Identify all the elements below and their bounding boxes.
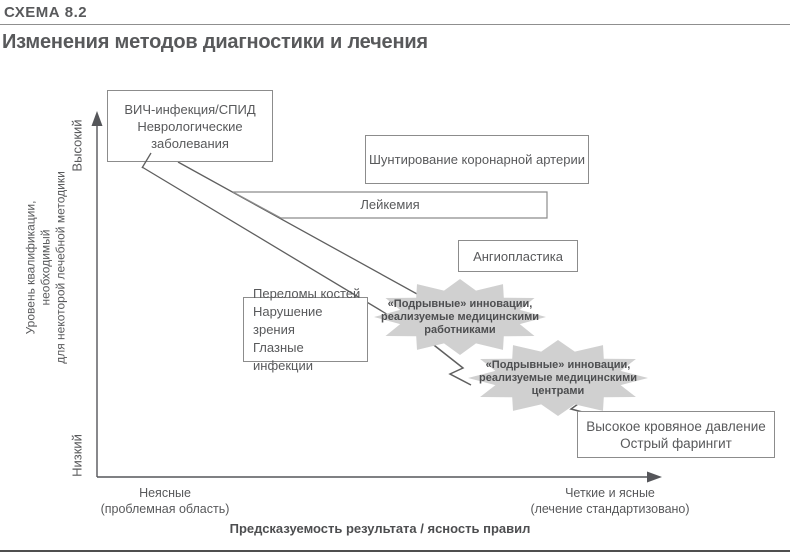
burst1-line3: работниками bbox=[424, 324, 496, 336]
x-axis-title: Предсказуемость результата / ясность правил bbox=[229, 521, 531, 536]
box-bp-line1: Высокое кровяное давление bbox=[586, 418, 766, 434]
box-leukemia-label: Лейкемия bbox=[360, 197, 420, 212]
burst1-line2: реализуемые медицинскими bbox=[380, 311, 539, 323]
burst1-line1: «Подрывные» инновации, bbox=[387, 298, 533, 310]
x-right-line2: (лечение стандартизовано) bbox=[530, 502, 690, 516]
y-axis-low-label: Низкий bbox=[69, 434, 85, 477]
x-left-line2: (проблемная область) bbox=[100, 502, 230, 516]
band-left-cap-line bbox=[142, 153, 151, 168]
y-axis-title-line2: для некоторой лечебной методики bbox=[53, 171, 68, 364]
burst2-line1: «Подрывные» инновации, bbox=[485, 359, 631, 371]
box-hiv-line3: заболевания bbox=[151, 135, 229, 151]
burst2-line2: реализуемые медицинскими bbox=[478, 372, 637, 384]
box-bypass-label: Шунтирование коронарной артерии bbox=[369, 152, 585, 167]
box-hiv-line1: ВИЧ-инфекция/СПИД bbox=[124, 101, 256, 117]
y-axis-title-line1: Уровень квалификации, необходимый bbox=[23, 200, 53, 335]
figure-title: Изменения методов диагностики и лечения bbox=[2, 31, 428, 53]
box-fractures-line3: Глазные инфекции bbox=[253, 339, 314, 373]
y-axis-high-label: Высокий bbox=[69, 119, 85, 172]
figure-number: СХЕМА 8.2 bbox=[4, 4, 88, 21]
box-angioplasty-label: Ангиопластика bbox=[473, 248, 563, 264]
box-bp-line2: Острый фарингит bbox=[620, 435, 732, 451]
box-hiv-line2: Неврологические bbox=[137, 118, 243, 134]
x-right-line1: Четкие и ясные bbox=[565, 486, 655, 500]
burst2-line3: центрами bbox=[531, 385, 585, 397]
x-left-line1: Неясные bbox=[139, 486, 191, 500]
box-fractures-line1: Переломы костей bbox=[253, 285, 361, 301]
box-fractures-line2: Нарушение зрения bbox=[253, 303, 323, 337]
